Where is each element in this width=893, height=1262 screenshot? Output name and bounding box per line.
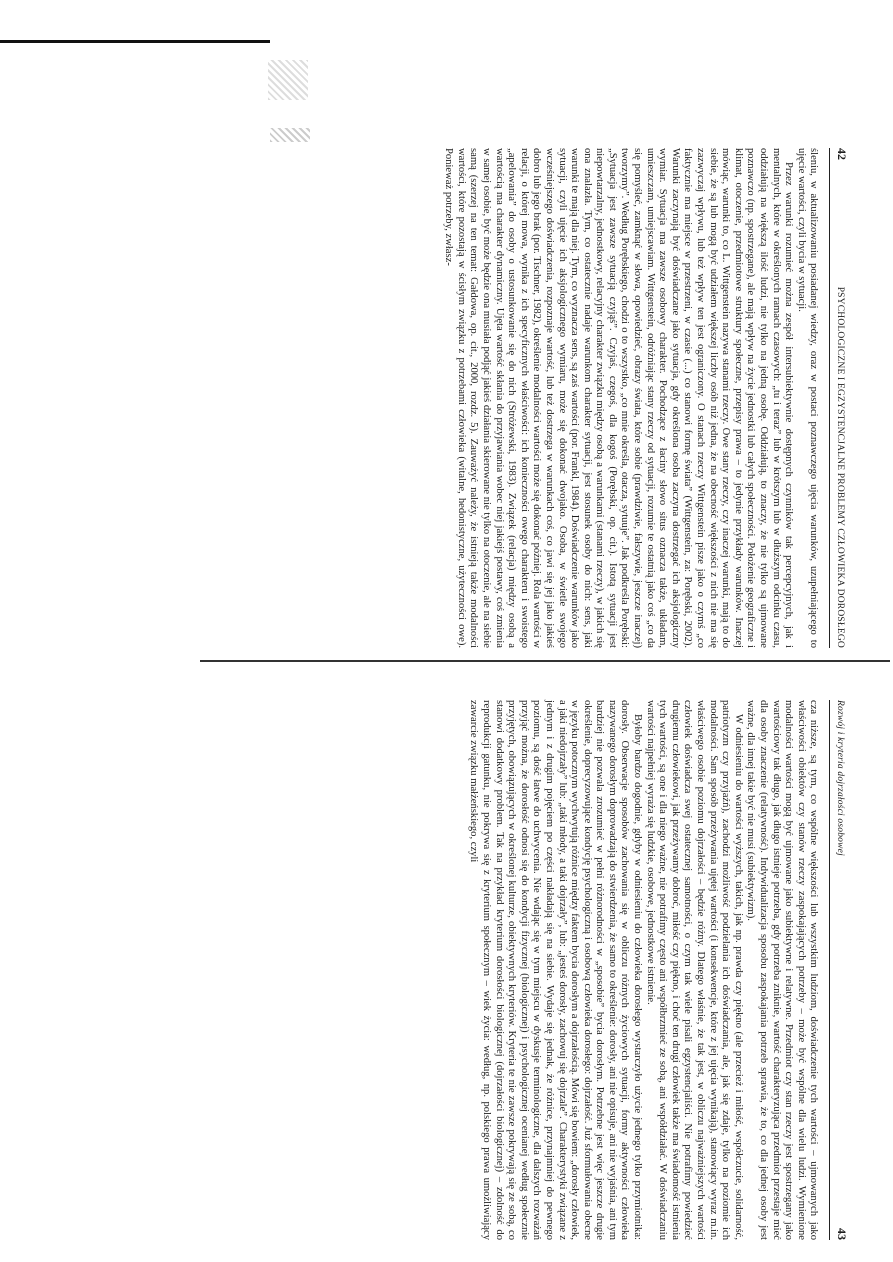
page-left (128, 148, 848, 648)
scan-edge-line-top (0, 40, 270, 43)
paragraph: Byłoby bardzo dogodnie, gdyby w odniesieniu do człowieka dorosłego wystarczyło użycie jednego tylko przymiotnika: dorosły. Obserwacje sposobów zachowania się w obliczu różnych życiowych sytuacji, formy aktywności człowieka nazywanego dorosłym doprowadzają do stwierdzenia, że samo to określenie: dorosły, ani nie opisuje, ani nie wyjaśnia, ani tym bardziej nie pozwala zrozumieć w pełni różnorodności w „sposobie” bycia dorosłym. Potrzebne jest więc jeszcze drugie określenie, doprecyzowujące kondycję psychologiczną i osobową człowieka dorosłego: dojrzałość. Już sformułowania obecne w języku potocznym wychwytują różnice między faktem bycia dorosłym a dojrzałością. Mówi się bowiem: „dorosły człowiek, a jaki niedojrzały” lub: „taki młody, a taki dojrzały”, lub: „jesteś dorosły, zachowuj się dojrzale”. Charakterystyki związane z jednym i z drugim pojęciem po części nakładają się na siebie. Wydaje się jednak, że różnice, przynajmniej do pewnego poziomu, są dość łatwe do uchwycenia. Nie wdając się w tym miejscu w dyskusje terminologiczne, dla dalszych rozważań przyjąć można, że dorosłość odnosi się do kondycji fizycznej (biologicznej) i psychologicznej ocenianej według społecznie przyjętych, obowiązujących w określonej kulturze, obiektywnych kryteriów. Kryteria te nie zawsze pokrywają się ze sobą, co stanowi dodatkowy problem. Tak na przykład kryterium dorosłości biologicznej (dojrzałości biologicznej) – zdolność do reprodukcji gatunku, nie pokrywa się z kryterium społecznym – wiek życia: według, np. polskiego prawa umożliwiający zawarcie związku małżeńskiego, czyli (468, 700, 644, 1240)
running-head: Rozwój i kryteria dojrzałości osobowej (835, 700, 845, 856)
page-right (88, 700, 848, 1240)
left-page-header (829, 148, 848, 648)
scan-smudge (270, 128, 310, 142)
scan-smudge (268, 60, 308, 100)
running-head: PSYCHOLOGICZNE I EGZYSTENCJALNE PROBLEMY CZŁOWIEKA DOROSŁEGO (835, 286, 845, 648)
paragraph: śleniu, w aktualizowaniu posiadanej wiedzy, oraz w postaci poznawczego ujęcia warunków, uzupełniającego to ujęcie wartości, czyli bycia w sytuacji. (795, 148, 820, 648)
page-number: 43 (835, 1228, 849, 1240)
page-number: 42 (835, 148, 849, 160)
right-page-content (88, 700, 848, 1240)
paragraph: Przez warunki rozumieć można zespół intersubiektywnie dostępnych czynników tak percepcyjnych, jak i mentalnych, które w określonych ramach czasowych: „tu i teraz” lub w krótszym lub w dłuższym odcinku czasu, oddziałują na większą ilość ludzi, nie tylko na jedną osobę. Oddziałują, to znaczy, że nie tylko są ujmowane poznawczo (np. spostrzegane), ale mają wpływ na życie jednostki lub całych społeczności. Położenie geograficzne i klimat, otoczenie, przedmiotowe struktury społeczne, przepisy prawa – to jedynie przykłady warunków. Inaczej mówiąc, warunki to, co L. Wittgenstein nazywa stanami rzeczy. Owe stany rzeczy, czy inaczej warunki, mają to do siebie, że są lub mogą być udziałem większej liczby osób niż jedna, że na obecność większości z nich nie ma się zazwyczaj wpływu, lub też wpływ ten jest ograniczony. O stanach rzeczy Wittgenstein pisze jako o czymś „co faktycznie ma miejsce w przestrzeni, w czasie (...) co stanowi formę świata” (Wittgenstein, za: Porębski, 2002). Warunki zaczynają być doświadczane jako sytuacja, gdy określona osoba zaczyna dostrzegać ich aksjologiczny wymiar. Sytuacja ma zawsze osobowy charakter. Pochodzące z łaciny słowo situs oznacza także, układam, umieszczam, umiejscawiam. Wittgenstein, odróżniając stany rzeczy od sytuacji, rozumie te ostatnią jako coś „co da się pomyśleć, zamknąć w słowa, opowiedzieć, obrazy świata, które sobie (prawdziwie, fałszywie, jeszcze inaczej) tworzymy”. Według Porębskiego, chodzi o to wszystko, „co mnie określa, otacza, sytuuje”. Jak podkreśla Porębski: „Sytuacja jest zawsze sytuacją czyjąś”. Czyjaś, czegoś, dla kogoś (Porębski, op. cit.). Istotą sytuacji jest niepowtarzalny, jednostkowy, relacyjny charakter związku między osobą a warunkami (stanami rzeczy), w jakich się ona znalazła. Tym, co ostatecznie nadaje warunkom charakter sytuacji, jest stosunek osoby do nich: sens, jaki warunki te mają dla niej. Tym, co wyznacza sens, są zaś wartości (por. Frankl, 1984). Doświadczenie warunków jako sytuacji, czyli ujęcie ich aksjologicznego wymiaru, może się dokonać dwojako. Osoba, w świetle swojego wcześniejszego doświadczenia, rozpoznaje wartość, lub też dostrzega w warunkach coś, co jawi się jej jako jakieś dobro lub jego brak (por. Tischner, 1982), określenie modalności wartości może się dokonać później. Rola wartości w relacji, o której mowa, wynika z ich specyficznych właściwości: ich konieczności owego charakteru i swoistego „apelowania” do osoby o ustosunkowanie się do nich (Stróżewski, 1983). Związek (relacja) między osobą a wartością ma charakter dynamiczny. Ujęta wartość skłania do przyjawiania wobec niej jakiejś postawy, coś zmienia w samej osobie, być może będzie ona musiała podjąć jakieś działania skierowane nie tylko na otoczenie, ale na siebie samą (szerzej na ten temat: Gałdowa, op. cit., 2000, rozdz. 5). Zauważyć należy, że istnieją także modalności wartości, które pozostają w ścisłym związku z potrzebami człowieka (witalne, hedonistyczne, użyteczności owe). Ponieważ potrzeby, zwłasz- (443, 148, 795, 648)
scan-edge-line-middle (200, 660, 890, 662)
right-page-header (829, 700, 848, 1240)
paragraph: cza niższe, są tym, co wspólne większości lub wszystkim ludziom, doświadczenie tych wartości – ujmowanych jako właściwości obiektów czy stanów rzeczy zaspokajających potrzeby – może być wspólne dla wielu ludzi. Wymienione modalności wartości mogą być ujmowane jako subiektywne i relatywne. Przedmiot czy stan rzeczy jest spostrzegany jako wartościowy tak długo, jak długo istnieje potrzeba, gdy potrzeba zniknie, wartość charakteryzująca przedmiot przestaje mieć dla osoby znaczenie (relatywność). Indywidualizacja sposobu zaspokajania potrzeb sprawia, że to, co dla jednej osoby jest ważne, dla innej takie być nie musi (subiektywizm). (745, 700, 820, 1240)
left-page-content (128, 148, 848, 648)
paragraph: W odniesieniu do wartości wyższych, takich, jak np. prawda czy piękno (ale przecież i miłość, współczucie, solidarność, patriotyzm czy przyjaźń), zachodzi możliwość podzielania ich doświadczania, ale, jak się zdaje, tylko na poziomie ich modalności. Sam sposób przeżywania ujętej wartości (i konsekwencje, które z jej ujęcia wynikają), stanowiący wyraz m.in. właściwego osobie poziomu dojrzałości – będzie różny. Dlatego właśnie, że tak jest, w obliczu najważniejszych wartości człowiek doświadcza swej ostatecznej samotności, o czym tak wiele pisali egzystencjaliści. Nie potrafimy powiedzieć drugiemu człowiekowi, jak przeżywamy dobroć, miłość czy piękno, i choć ten drugi człowiek także ma świadomość istnienia tych wartości, są one i dla niego ważne, nie potrafimy często ani współbrzmieć ze sobą, ani współdziałać. W doświadczaniu wartości najpełniej wyraża się ludzkie, osobowe, jednostkowe istnienie. (644, 700, 744, 1240)
